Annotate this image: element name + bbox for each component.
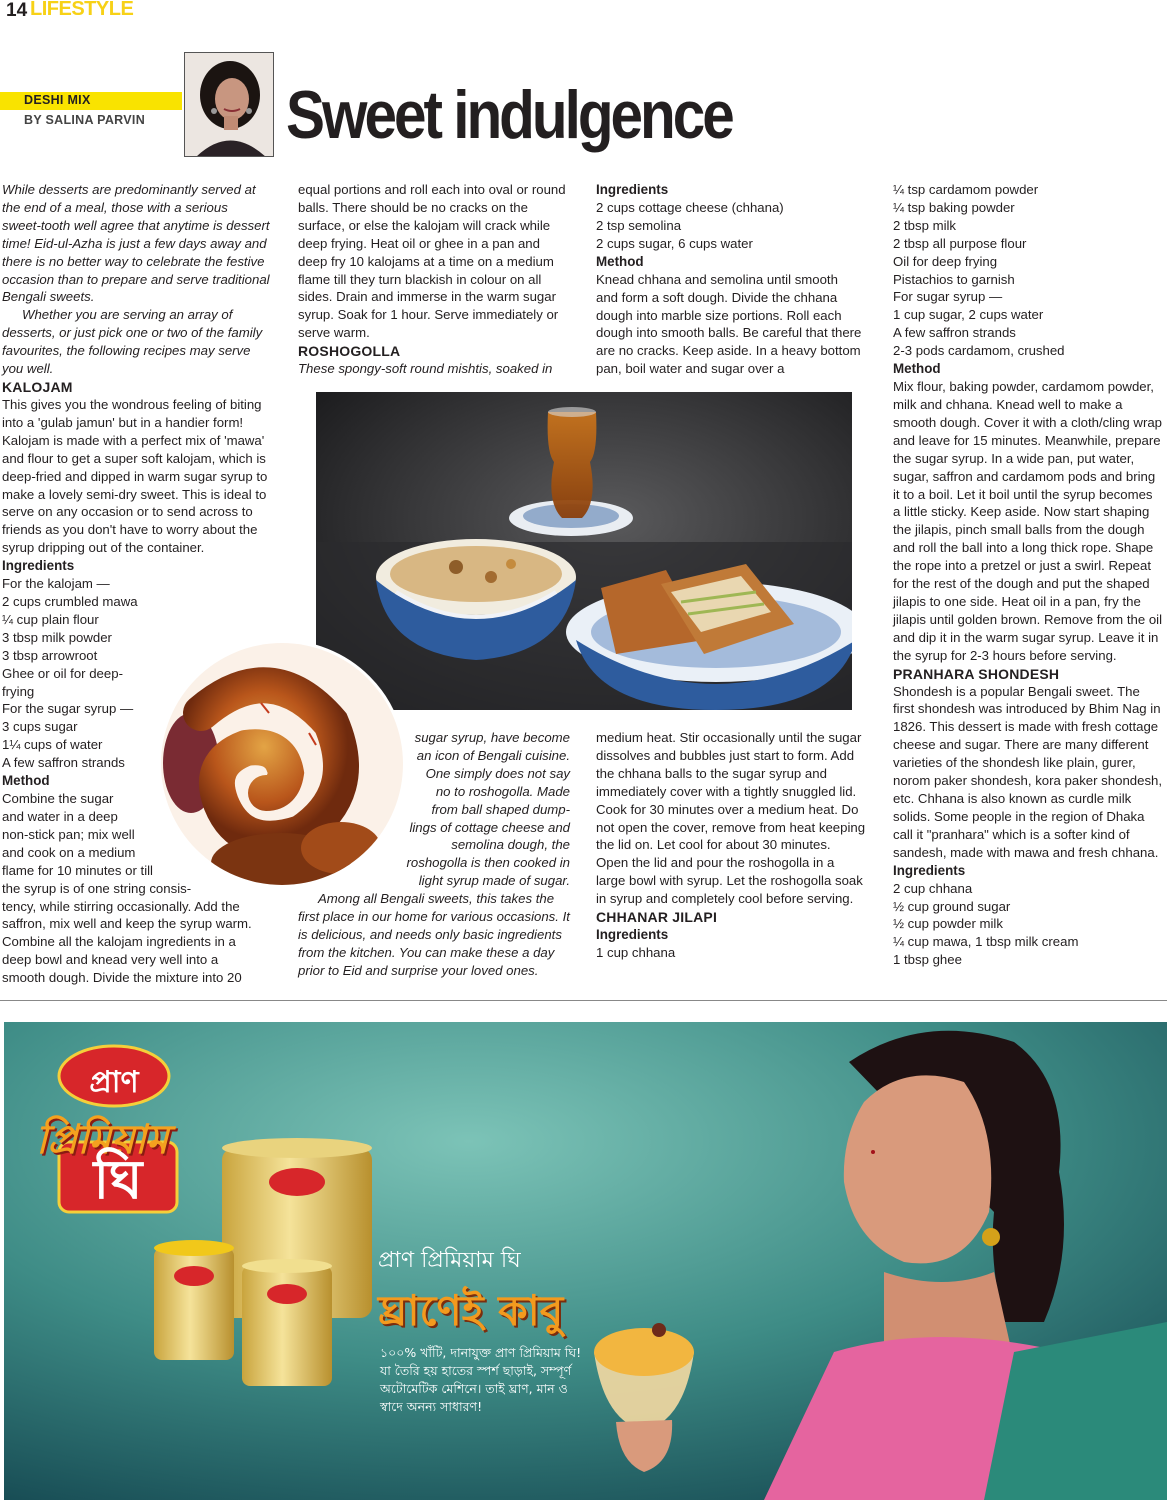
shondesh-description: Shondesh is a popular Bengali sweet. The first shondesh was introduced by Bhim Nag in 1826. This dessert is made with fresh cottage cheese and sugar. There are many different varieties of the shondesh like plain, gurer, norom paker shondesh, kora paker shondesh, etc. Chhana is also known as curdle milk solids. Some people in the region of Dhaka call it "pranhara" which is a softer kind of sandesh, made with mawa and fresh chhana. (893, 683, 1163, 860)
intro-paragraph-1: While desserts are predominantly served at the end of a meal, those with a serious sweet-tooth well agree that anytime is dessert time! Eid-ul-Azha is just a few days away and there is no better way to celebrate the festive occasion than to prepare and serve traditional Bengali sweets. (2, 182, 270, 305)
list-item: 2 cup chhana (893, 880, 973, 896)
method-line: flame for 10 minutes or till (2, 862, 153, 878)
list-item: 2 cups cottage cheese (chhana) (596, 200, 784, 215)
jilapi-method: Mix flour, baking powder, cardamom powder, milk and chhana. Knead well to make a smooth dough. Cover it with a cloth/cling wrap and leave for 15 minutes. Meanwhile, prepare the sugar syrup. In a wide pan, put water, sugar, saffron and cardamom pods and bring it to a boil. Let it boil until the syrup becomes a little sticky. Keep aside. Now start shaping the jilapis, pinch small balls from the dough and roll the ball into a long thick rope. Shape the rope into a pretzel or just a swirl. Repeat for the rest of the dough and put the shaped jilapis to one side. Heat oil in a pan, fry the jilapis until golden brown. Remove from the oil and dip it in the warm sugar syrup. Leave it in the syrup for 2-3 hours before serving. (893, 379, 1163, 663)
method-line: deep bowl and knead very well into a (2, 952, 219, 968)
jilapi-title: CHHANAR JILAPI (596, 909, 718, 926)
ad-slogan: ঘ্রাণেই কাবু (378, 1286, 564, 1335)
intro-line: roshogolla is then cooked in (406, 855, 570, 871)
list-item: ¼ cup mawa, 1 tbsp milk cream (893, 934, 1079, 950)
column-label: DESHI MIX (24, 93, 91, 107)
kalojam-title: KALOJAM (2, 378, 73, 395)
intro-line: One simply does not say (425, 765, 570, 781)
ad-body-line: যা তৈরি হয় হাতের স্পর্শ ছাড়াই, সম্পূর্ণ (380, 1363, 572, 1378)
roshogolla-intro-top: These spongy-soft round mishtis, soaked in (298, 361, 553, 377)
column-4 (893, 181, 1163, 969)
column-3-top (596, 181, 862, 378)
jilapi-ingredients-list (893, 181, 1163, 360)
ad-premium-text: প্রিমিয়াম (36, 1117, 169, 1163)
list-item: ¼ cup plain flour (2, 611, 99, 627)
intro-line: an icon of Bengali cuisine. (416, 747, 570, 763)
roshogolla-ingredients-list (596, 199, 862, 253)
ad-ghee-text: ঘি (93, 1148, 143, 1211)
ad-body-line: ১০০% খাঁটি, দানাযুক্ত প্রাণ প্রিমিয়াম ঘি! (380, 1345, 582, 1360)
intro-paragraph-2: Whether you are serving an array of desserts, or just pick one or two of the family favourites, the following recipes may serve you well. (2, 307, 263, 377)
ghee-advertisement (4, 1022, 1167, 1500)
ad-body-line: অটোমেটিক মেশিনে। তাই ঘ্রাণ, মান ও (380, 1381, 568, 1396)
list-item: For the sugar syrup — (2, 701, 134, 717)
page-number: 14 (6, 0, 28, 21)
method-line: and water in a deep (2, 809, 118, 824)
list-item: 3 tbsp arrowroot (2, 647, 98, 663)
roshogolla-method-label: Method (596, 253, 644, 269)
kalojam-method-continued: equal portions and roll each into oval or round balls. There should be no cracks on the surface, or else the kalojam will crack while deep frying. Heat oil or ghee in a pan and deep fry 10 kalojams at a time on a medium flame till they turn blackish in colour on all sides. Drain and immerse in the warm sugar syrup. Soak for 1 hour. Serve immediately or serve warm. (298, 182, 566, 341)
kalojam-method-label: Method (2, 773, 50, 789)
intro-line: no to roshogolla. Made (435, 783, 570, 799)
method-line: Combine the sugar (2, 791, 114, 807)
method-line: and cook on a medium (2, 844, 136, 860)
list-item: 2 cups crumbled mawa (2, 594, 138, 610)
section-divider (0, 1000, 1167, 1001)
list-item: A few saffron strands (893, 325, 1016, 341)
list-item: Pistachios to garnish (893, 271, 1015, 287)
list-item: ½ cup powder milk (893, 916, 1003, 932)
intro-line: from ball shaped dump- (431, 801, 570, 817)
ad-body-line: স্বাদে অনন্য সাধারণ! (380, 1399, 483, 1414)
kalojam-ingredients-label: Ingredients (2, 558, 75, 574)
shondesh-title: PRANHARA SHONDESH (893, 665, 1060, 682)
list-item: 1 cup chhana (596, 945, 676, 961)
jilapi-method-label: Method (893, 361, 941, 377)
list-item: 2 tbsp milk (893, 217, 957, 233)
roshogolla-paragraph-2: Among all Bengali sweets, this takes the first place in our home for various occasions. It is delicious, and needs only basic ingredients from the kitchen. You can make these a day prior to Eid and surprise your loved ones. (298, 891, 570, 978)
list-item: 1¼ cups of water (2, 737, 103, 753)
intro-line: light syrup made of sugar. (418, 873, 570, 889)
column-2-top (298, 181, 568, 378)
ad-product-name: প্রাণ প্রিমিয়াম ঘি (378, 1248, 521, 1273)
intro-line: sugar syrup, have become (414, 730, 570, 745)
desserts-photo (316, 392, 852, 710)
list-item: Oil for deep frying (893, 253, 998, 269)
list-item: ¼ tsp cardamom powder (893, 182, 1039, 197)
jilapi-ingredients-label: Ingredients (596, 927, 669, 943)
list-item: Ghee or oil for deep- (2, 665, 123, 681)
roshogolla-title: ROSHOGOLLA (298, 343, 401, 360)
method-line: the syrup is of one string consis- (2, 880, 192, 896)
ad-body-copy (380, 1344, 581, 1416)
list-item: frying (2, 683, 35, 699)
list-item: 3 tbsp milk powder (2, 629, 112, 645)
author-portrait (184, 52, 274, 157)
kalojam-description: This gives you the wondrous feeling of biting into a 'gulab jamun' but in a handier form! Kalojam is made with a perfect mix of 'mawa' and flour to get a super soft kalojam, which is deep-fried and dipped in warm sugar syrup to make a lovely semi-dry sweet. This is ideal to serve on any occasion or to send across to friends as you don't have to worry about the syrup dripping out of the container. (2, 396, 268, 556)
kalojam-photo (158, 640, 406, 888)
list-item: 2 cups sugar, 6 cups water (596, 235, 753, 251)
roshogolla-method-continued: medium heat. Stir occasionally until the sugar dissolves and bubbles just start to form. Add the chhana balls to the sugar syrup and immediately cover with a tightly snuggled lid. Cook for 30 minutes over a medium heat. Do not open the cover, remove from heat keeping the lid on. Let cool for about 30 minutes. Open the lid and pour the roshogolla in a large bowl with syrup. Let the roshogolla soak in syrup and completely cool before serving. (596, 730, 866, 907)
ad-brand-logo: প্রাণ (89, 1065, 139, 1100)
list-item: 2 tbsp all purpose flour (893, 235, 1027, 251)
shondesh-ingredients-list (893, 880, 1163, 970)
intro-line: semolina dough, the (451, 837, 570, 853)
list-item: 1 tbsp ghee (893, 952, 962, 968)
column-3-bottom (596, 729, 866, 962)
list-item: A few saffron strands (2, 755, 125, 771)
list-item: For sugar syrup — (893, 289, 1003, 305)
roshogolla-ingredients-label: Ingredients (596, 182, 669, 197)
roshogolla-method-top: Knead chhana and semolina until smooth and form a soft dough. Divide the chhana dough into marble size portions. Roll each dough into smooth balls. Be careful that there are no cracks. Keep aside. In a heavy bottom pan, boil water and sugar over a (596, 271, 862, 377)
byline: BY SALINA PARVIN (24, 113, 146, 127)
method-line: tency, while stirring occasionally. Add the (2, 898, 240, 914)
method-line: non-stick pan; mix well (2, 826, 135, 842)
list-item: 1 cup sugar, 2 cups water (893, 307, 1044, 323)
method-line: saffron, mix well and keep the syrup warm. (2, 916, 252, 932)
headline: Sweet indulgence (286, 77, 732, 153)
list-item: ¼ tsp baking powder (893, 199, 1015, 215)
list-item: 3 cups sugar (2, 719, 78, 735)
shondesh-ingredients-label: Ingredients (893, 862, 966, 878)
list-item: ½ cup ground sugar (893, 898, 1011, 914)
method-line: Combine all the kalojam ingredients in a (2, 934, 236, 950)
section-name: LIFESTYLE (30, 0, 134, 20)
list-item: 2-3 pods cardamom, crushed (893, 343, 1065, 359)
list-item: 2 tsp semolina (596, 217, 682, 233)
method-line: smooth dough. Divide the mixture into 20 (2, 970, 242, 986)
list-item: For the kalojam — (2, 576, 110, 592)
intro-line: lings of cottage cheese and (409, 819, 570, 835)
